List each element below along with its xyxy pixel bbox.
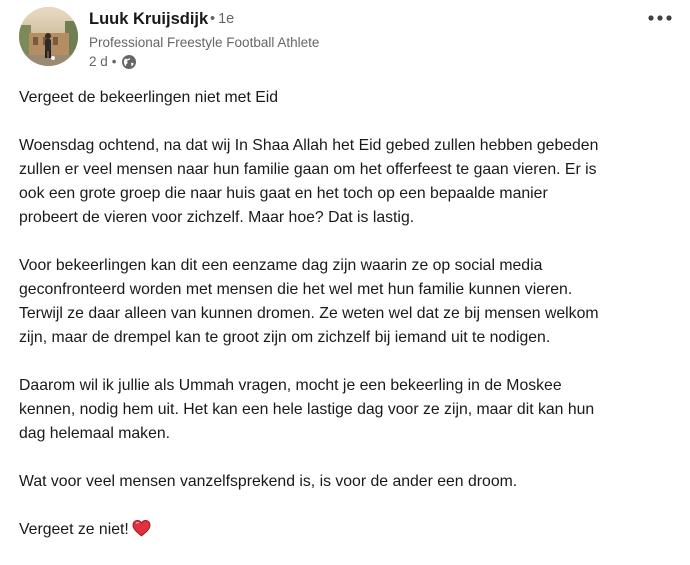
post-meta	[89, 53, 137, 71]
meta-separator: •	[111, 54, 117, 69]
post-paragraph-title: Vergeet de bekeerlingen niet met Eid	[19, 89, 279, 106]
degree-label: 1e	[218, 11, 235, 27]
globe-icon	[121, 54, 137, 70]
degree-separator: •	[210, 11, 216, 27]
more-horizontal-icon	[647, 14, 673, 22]
closing-text: Vergeet ze niet!	[19, 521, 129, 538]
post-paragraph: Woensdag ochtend, na dat wij In Shaa Allah het Eid gebed zullen hebben gebeden zullen er veel mensen naar hun familie gaan om het offerfeest te gaan vieren. Er is ook een grote groep die naar huis gaat en het toch op een bepaalde manier probeert de vieren voor zichzelf. Maar hoe? Dat is lastig.	[19, 137, 599, 226]
post-paragraph: Voor bekeerlingen kan dit een eenzame dag zijn waarin ze op social media geconfronteerd worden met mensen die het wel met hun familie kunnen vieren. Terwijl ze daar alleen van kunnen dromen. Ze weten wel dat ze bij mensen welkom zijn, maar de drempel kan te groot zijn om zichzelf bij iemand uit te nodigen.	[19, 257, 599, 346]
post-closing	[19, 518, 679, 542]
author-avatar[interactable]	[19, 7, 78, 66]
author-headline: Professional Freestyle Football Athlete	[89, 35, 320, 50]
more-options-button[interactable]	[640, 6, 680, 30]
connection-degree	[210, 9, 234, 29]
avatar-photo-icon	[19, 7, 78, 66]
post-time: 2 d	[89, 54, 108, 69]
post-paragraph: Wat voor veel mensen vanzelfsprekend is, is voor de ander een droom.	[19, 473, 518, 490]
post-body	[19, 86, 679, 542]
heart-icon	[132, 519, 151, 537]
author-name[interactable]: Luuk Kruijsdijk	[89, 10, 209, 28]
post-paragraph: Daarom wil ik jullie als Ummah vragen, mocht je een bekeerling in de Moskee kennen, nodig hem uit. Het kan een hele lastige dag voor ze zijn, maar dit kan hun dag helemaal maken.	[19, 377, 595, 442]
